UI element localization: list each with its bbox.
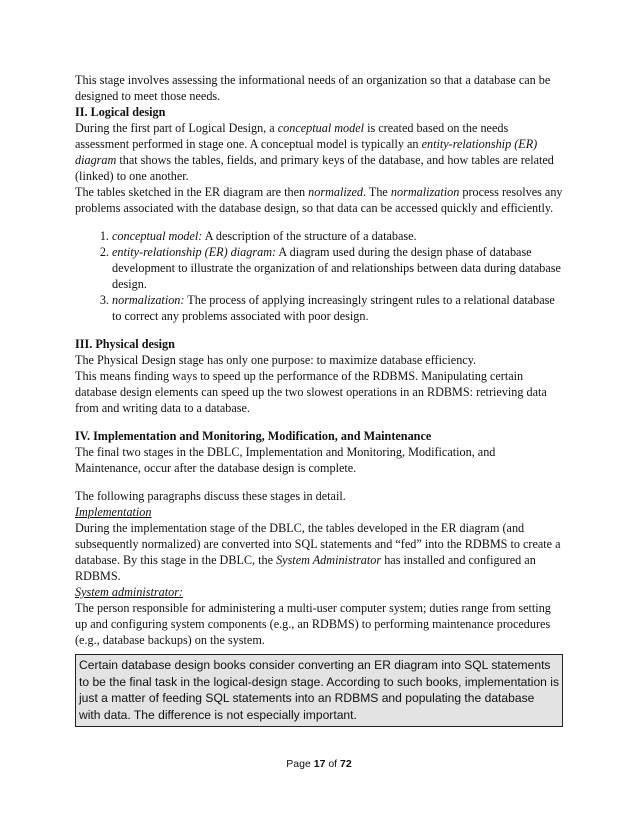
list-item: 3. normalization: The process of applying increasingly stringent rules to a relational database to correct any problems associated with poor design. xyxy=(112,292,563,324)
implementation-paragraph-1: The final two stages in the DBLC, Implementation and Monitoring, Modification, and Maintenance, occur after the database design is complete. xyxy=(75,445,496,475)
list-item: 1. conceptual model: A description of the structure of a database. xyxy=(112,228,563,244)
term-normalized: normalized xyxy=(308,185,364,199)
logical-design-heading: II. Logical design xyxy=(75,105,166,119)
document-page xyxy=(75,72,563,727)
system-administrator-subheading: System administrator: xyxy=(75,585,183,599)
term-normalization: normalization xyxy=(390,185,460,199)
intro-paragraph: This stage involves assessing the informational needs of an organization so that a database can be designed to meet those needs. xyxy=(75,73,551,103)
logical-design-paragraph-1: During the first part of Logical Design, a conceptual model is created based on the needs assessment performed in stage one. A conceptual model is typically an entity-relationship (ER) diagram that shows the tables, fields, and primary keys of the database, and how tables are related (linked) to one another. xyxy=(75,121,554,183)
implementation-heading: IV. Implementation and Monitoring, Modification, and Maintenance xyxy=(75,429,432,443)
logical-design-paragraph-2: The tables sketched in the ER diagram are then normalized. The normalization process resolves any problems associated with the database design, so that data can be accessed quickly and efficiently. xyxy=(75,185,563,215)
note-text: Certain database design books consider converting an ER diagram into SQL statements to be the final task in the logical-design stage. According to such books, implementation is just a matter of feeding SQL statements into an RDBMS and populating the database with data. The difference is not especially important. xyxy=(79,658,559,722)
term-er-diagram: entity-relationship (ER) diagram xyxy=(75,137,538,167)
note-box xyxy=(75,654,563,727)
term-conceptual-model: conceptual model xyxy=(277,121,365,135)
physical-design-paragraph-1: The Physical Design stage has only one purpose: to maximize database efficiency. xyxy=(75,353,477,367)
definition-list xyxy=(75,228,563,324)
implementation-subheading: Implementation xyxy=(75,505,152,519)
physical-design-paragraph-2: This means finding ways to speed up the performance of the RDBMS. Manipulating certain database design elements can speed up the two slowest operations in an RDBMS: retrieving data from and writing data to a database. xyxy=(75,369,547,415)
current-page-number: 17 xyxy=(313,758,326,770)
term-system-administrator: System Administrator xyxy=(276,553,382,567)
physical-design-heading: III. Physical design xyxy=(75,337,175,351)
list-item: 2. entity-relationship (ER) diagram: A diagram used during the design phase of database development to illustrate the organization of and relationships between data during database design. xyxy=(112,244,563,292)
implementation-paragraph-2: The following paragraphs discuss these stages in detail. xyxy=(75,489,346,503)
page-footer: Page 17 of 72 xyxy=(286,758,352,770)
implementation-paragraph-3: During the implementation stage of the DBLC, the tables developed in the ER diagram (and subsequently normalized) are converted into SQL statements and “fed” into the RDBMS to create a database. By this stage in the DBLC, the System Administrator has installed and configured an RDBMS. xyxy=(75,521,561,583)
system-administrator-definition: The person responsible for administering a multi-user computer system; duties range from setting up and configuring system components (e.g., an RDBMS) to performing maintenance procedures (e.g., database backups) on the system. xyxy=(75,601,551,647)
total-page-count: 72 xyxy=(340,758,352,770)
